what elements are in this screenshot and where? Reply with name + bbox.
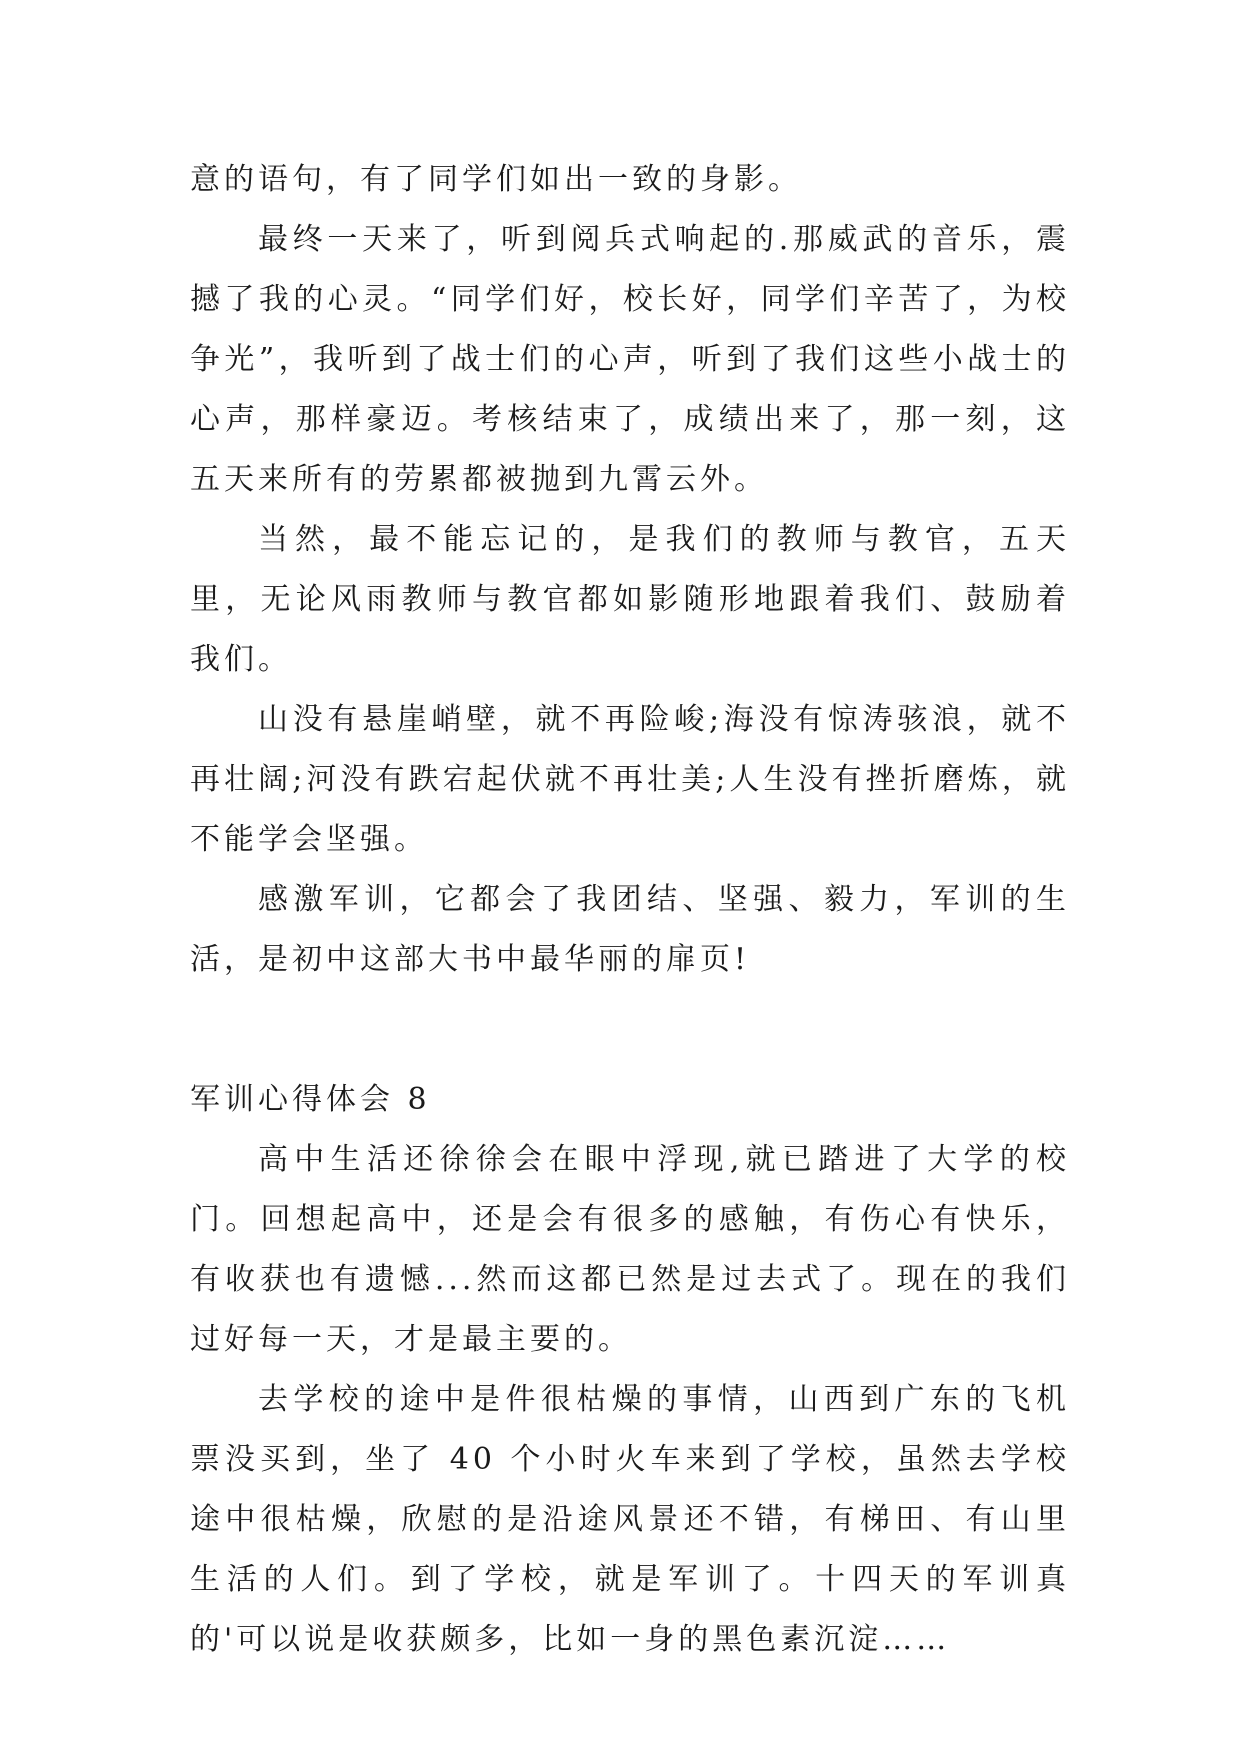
section-title: 军训心得体会 8 xyxy=(190,1082,431,1117)
paragraph: 意的语句，有了同学们如出一致的身影。 xyxy=(190,162,802,197)
document-page xyxy=(190,150,1070,1670)
paragraph: 最终一天来了，听到阅兵式响起的.那威武的音乐，震撼了我的心灵。“同学们好，校长好，同学们辛苦了，为校争光”，我听到了战士们的心声，听到了我们这些小战士的心声，那样豪迈。考核结束了，成绩出来了，那一刻，这五天来所有的劳累都被抛到九霄云外。 xyxy=(190,222,1070,497)
paragraph: 当然，最不能忘记的，是我们的教师与教官，五天里，无论风雨教师与教官都如影随形地跟着我们、鼓励着我们。 xyxy=(190,522,1070,677)
paragraph: 山没有悬崖峭壁，就不再险峻;海没有惊涛骇浪，就不再壮阔;河没有跌宕起伏就不再壮美;人生没有挫折磨炼，就不能学会坚强。 xyxy=(190,702,1070,857)
paragraph: 去学校的途中是件很枯燥的事情，山西到广东的飞机票没买到，坐了 40 个小时火车来到了学校，虽然去学校途中很枯燥，欣慰的是沿途风景还不错，有梯田、有山里生活的人们。到了学校，就是军训了。十四天的军训真的'可以说是收获颇多，比如一身的黑色素沉淀…… xyxy=(190,1382,1070,1657)
paragraph: 高中生活还徐徐会在眼中浮现,就已踏进了大学的校门。回想起高中，还是会有很多的感触，有伤心有快乐，有收获也有遗憾...然而这都已然是过去式了。现在的我们过好每一天，才是最主要的。 xyxy=(190,1142,1070,1357)
paragraph: 感激军训，它都会了我团结、坚强、毅力，军训的生活，是初中这部大书中最华丽的扉页! xyxy=(190,882,1070,977)
